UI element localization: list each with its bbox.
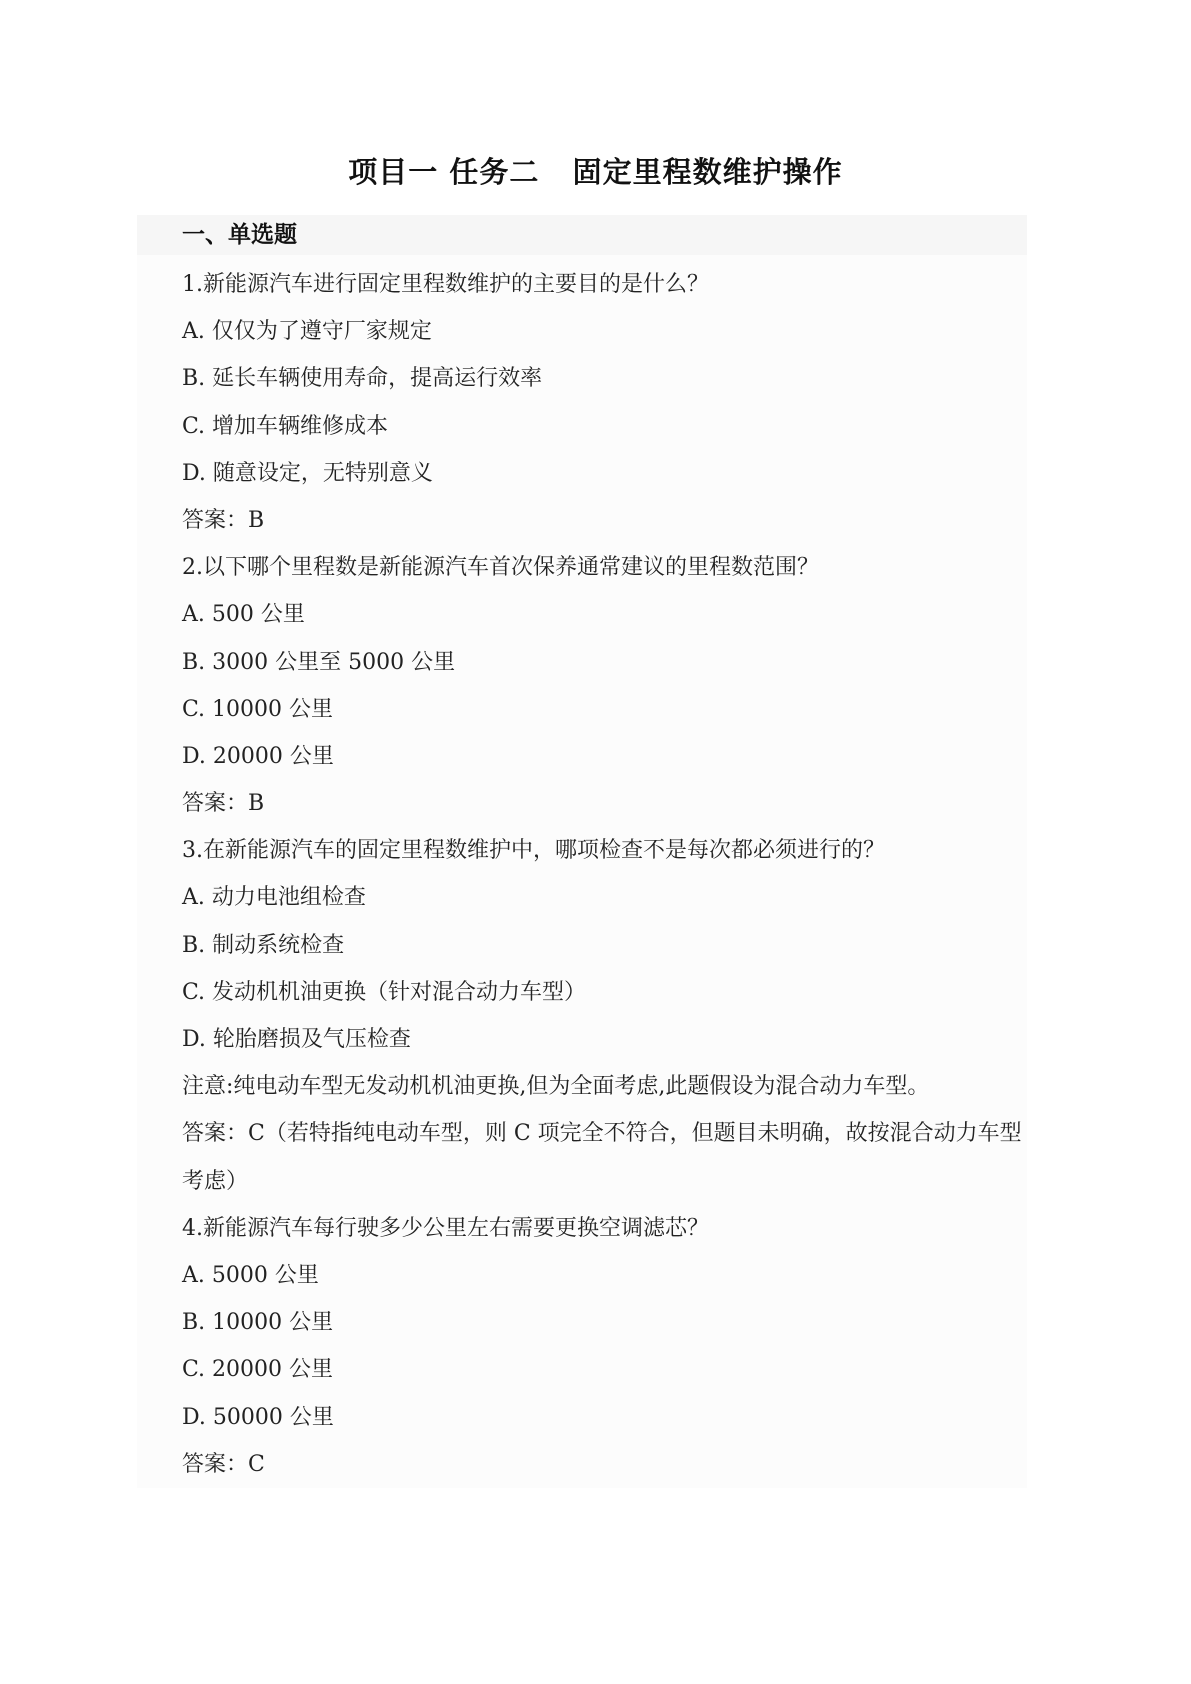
quiz-content: [137, 215, 1027, 1488]
option-c: C. 20000 公里: [182, 1357, 334, 1383]
option-a: A. 5000 公里: [182, 1262, 319, 1288]
option-c: C. 发动机机油更换（针对混合动力车型）: [182, 979, 587, 1005]
option-a: A. 动力电池组检查: [182, 885, 366, 911]
question-text: 1.新能源汽车进行固定里程数维护的主要目的是什么？: [182, 272, 709, 297]
question-text: 2.以下哪个里程数是新能源汽车首次保养通常建议的里程数范围？: [182, 555, 819, 581]
question-text: 3.在新能源汽车的固定里程数维护中，哪项检查不是每次都必须进行的？: [182, 838, 885, 864]
question-block: [137, 1205, 1027, 1488]
question-block: [137, 544, 1027, 827]
option-a: A. 仅仅为了遵守厂家规定: [182, 319, 432, 345]
option-c: C. 增加车辆维修成本: [182, 413, 389, 439]
option-a: A. 500 公里: [182, 602, 305, 628]
answer-text: 答案：B: [182, 507, 265, 533]
option-b: B. 延长车辆使用寿命，提高运行效率: [182, 366, 543, 392]
answer-text: 答案：C: [182, 1451, 265, 1477]
option-d: D. 50000 公里: [182, 1404, 334, 1430]
question-text: 4.新能源汽车每行驶多少公里左右需要更换空调滤芯？: [182, 1215, 709, 1241]
document-title: 项目一 任务二 固定里程数维护操作: [348, 155, 843, 189]
question-block: [137, 827, 1027, 1205]
answer-text: 答案：C（若特指纯电动车型，则 C 项完全不符合，但题目未明确，故按混合动力车型考虑）: [182, 1121, 1022, 1194]
option-d: D. 轮胎磨损及气压检查: [182, 1027, 411, 1052]
option-d: D. 20000 公里: [182, 743, 334, 769]
section-heading: 一、单选题: [137, 215, 1027, 255]
note-text: 注意:纯电动车型无发动机机油更换,但为全面考虑,此题假设为混合动力车型。: [182, 1074, 930, 1100]
answer-text: 答案：B: [182, 791, 265, 817]
option-b: B. 10000 公里: [182, 1310, 334, 1336]
option-d: D. 随意设定，无特别意义: [182, 460, 433, 486]
option-b: B. 制动系统检查: [182, 932, 345, 958]
question-block: [137, 261, 1027, 544]
option-c: C. 10000 公里: [182, 696, 334, 722]
option-b: B. 3000 公里至 5000 公里: [182, 649, 456, 675]
